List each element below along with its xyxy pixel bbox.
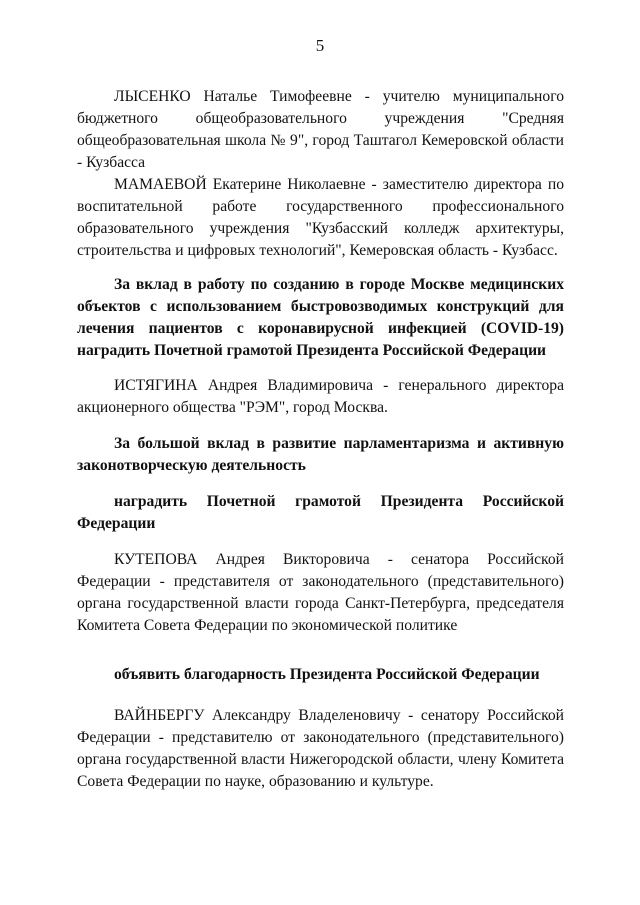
award-entry-istyagin: ИСТЯГИНА Андрея Владимировича - генерального директора акционерного общества "РЭМ", город Москва.	[77, 377, 564, 416]
award-list-kuzbass	[77, 86, 564, 262]
subheading-gramota: наградить Почетной грамотой Президента Российской Федерации	[77, 493, 564, 532]
subheading-thanks: объявить благодарность Президента Российской Федерации	[114, 666, 540, 683]
page-number: 5	[315, 36, 325, 55]
section-heading-covid: За вклад в работу по созданию в городе Москве медицинских объектов с использованием быстровозводимых конструкций для лечения пациентов с коронавирусной инфекцией (COVID-19) наградить Почетной грамотой Президента Российской Федерации	[77, 276, 564, 359]
award-entry-mamaeva: МАМАЕВОЙ Екатерине Николаевне - заместителю директора по воспитательной работе государственного профессионального образовательного учреждения "Кузбасский колледж архитектуры, строительства и цифровых технологий", Кемеровская область - Кузбасс.	[77, 176, 564, 259]
award-entry-kutepov: КУТЕПОВА Андрея Викторовича - сенатора Российской Федерации - представителя от законодательного (представительного) органа государственной власти города Санкт-Петербурга, председателя Комитета Совета Федерации по экономической политике	[77, 551, 564, 634]
award-entry-lysenko: ЛЫСЕНКО Наталье Тимофеевне - учителю муниципального бюджетного общеобразовательного учреждения "Средняя общеобразовательная школа № 9", город Таштагол Кемеровской области - Кузбасса	[77, 88, 564, 171]
award-entry-vainberg: ВАЙНБЕРГУ Александру Владеленовичу - сенатору Российской Федерации - представителю от законодательного (представительного) органа государственной власти Нижегородской области, члену Комитета Совета Федерации по науке, образованию и культуре.	[77, 707, 564, 790]
section-heading-parliament: За большой вклад в развитие парламентаризма и активную законотворческую деятельность	[77, 435, 564, 474]
